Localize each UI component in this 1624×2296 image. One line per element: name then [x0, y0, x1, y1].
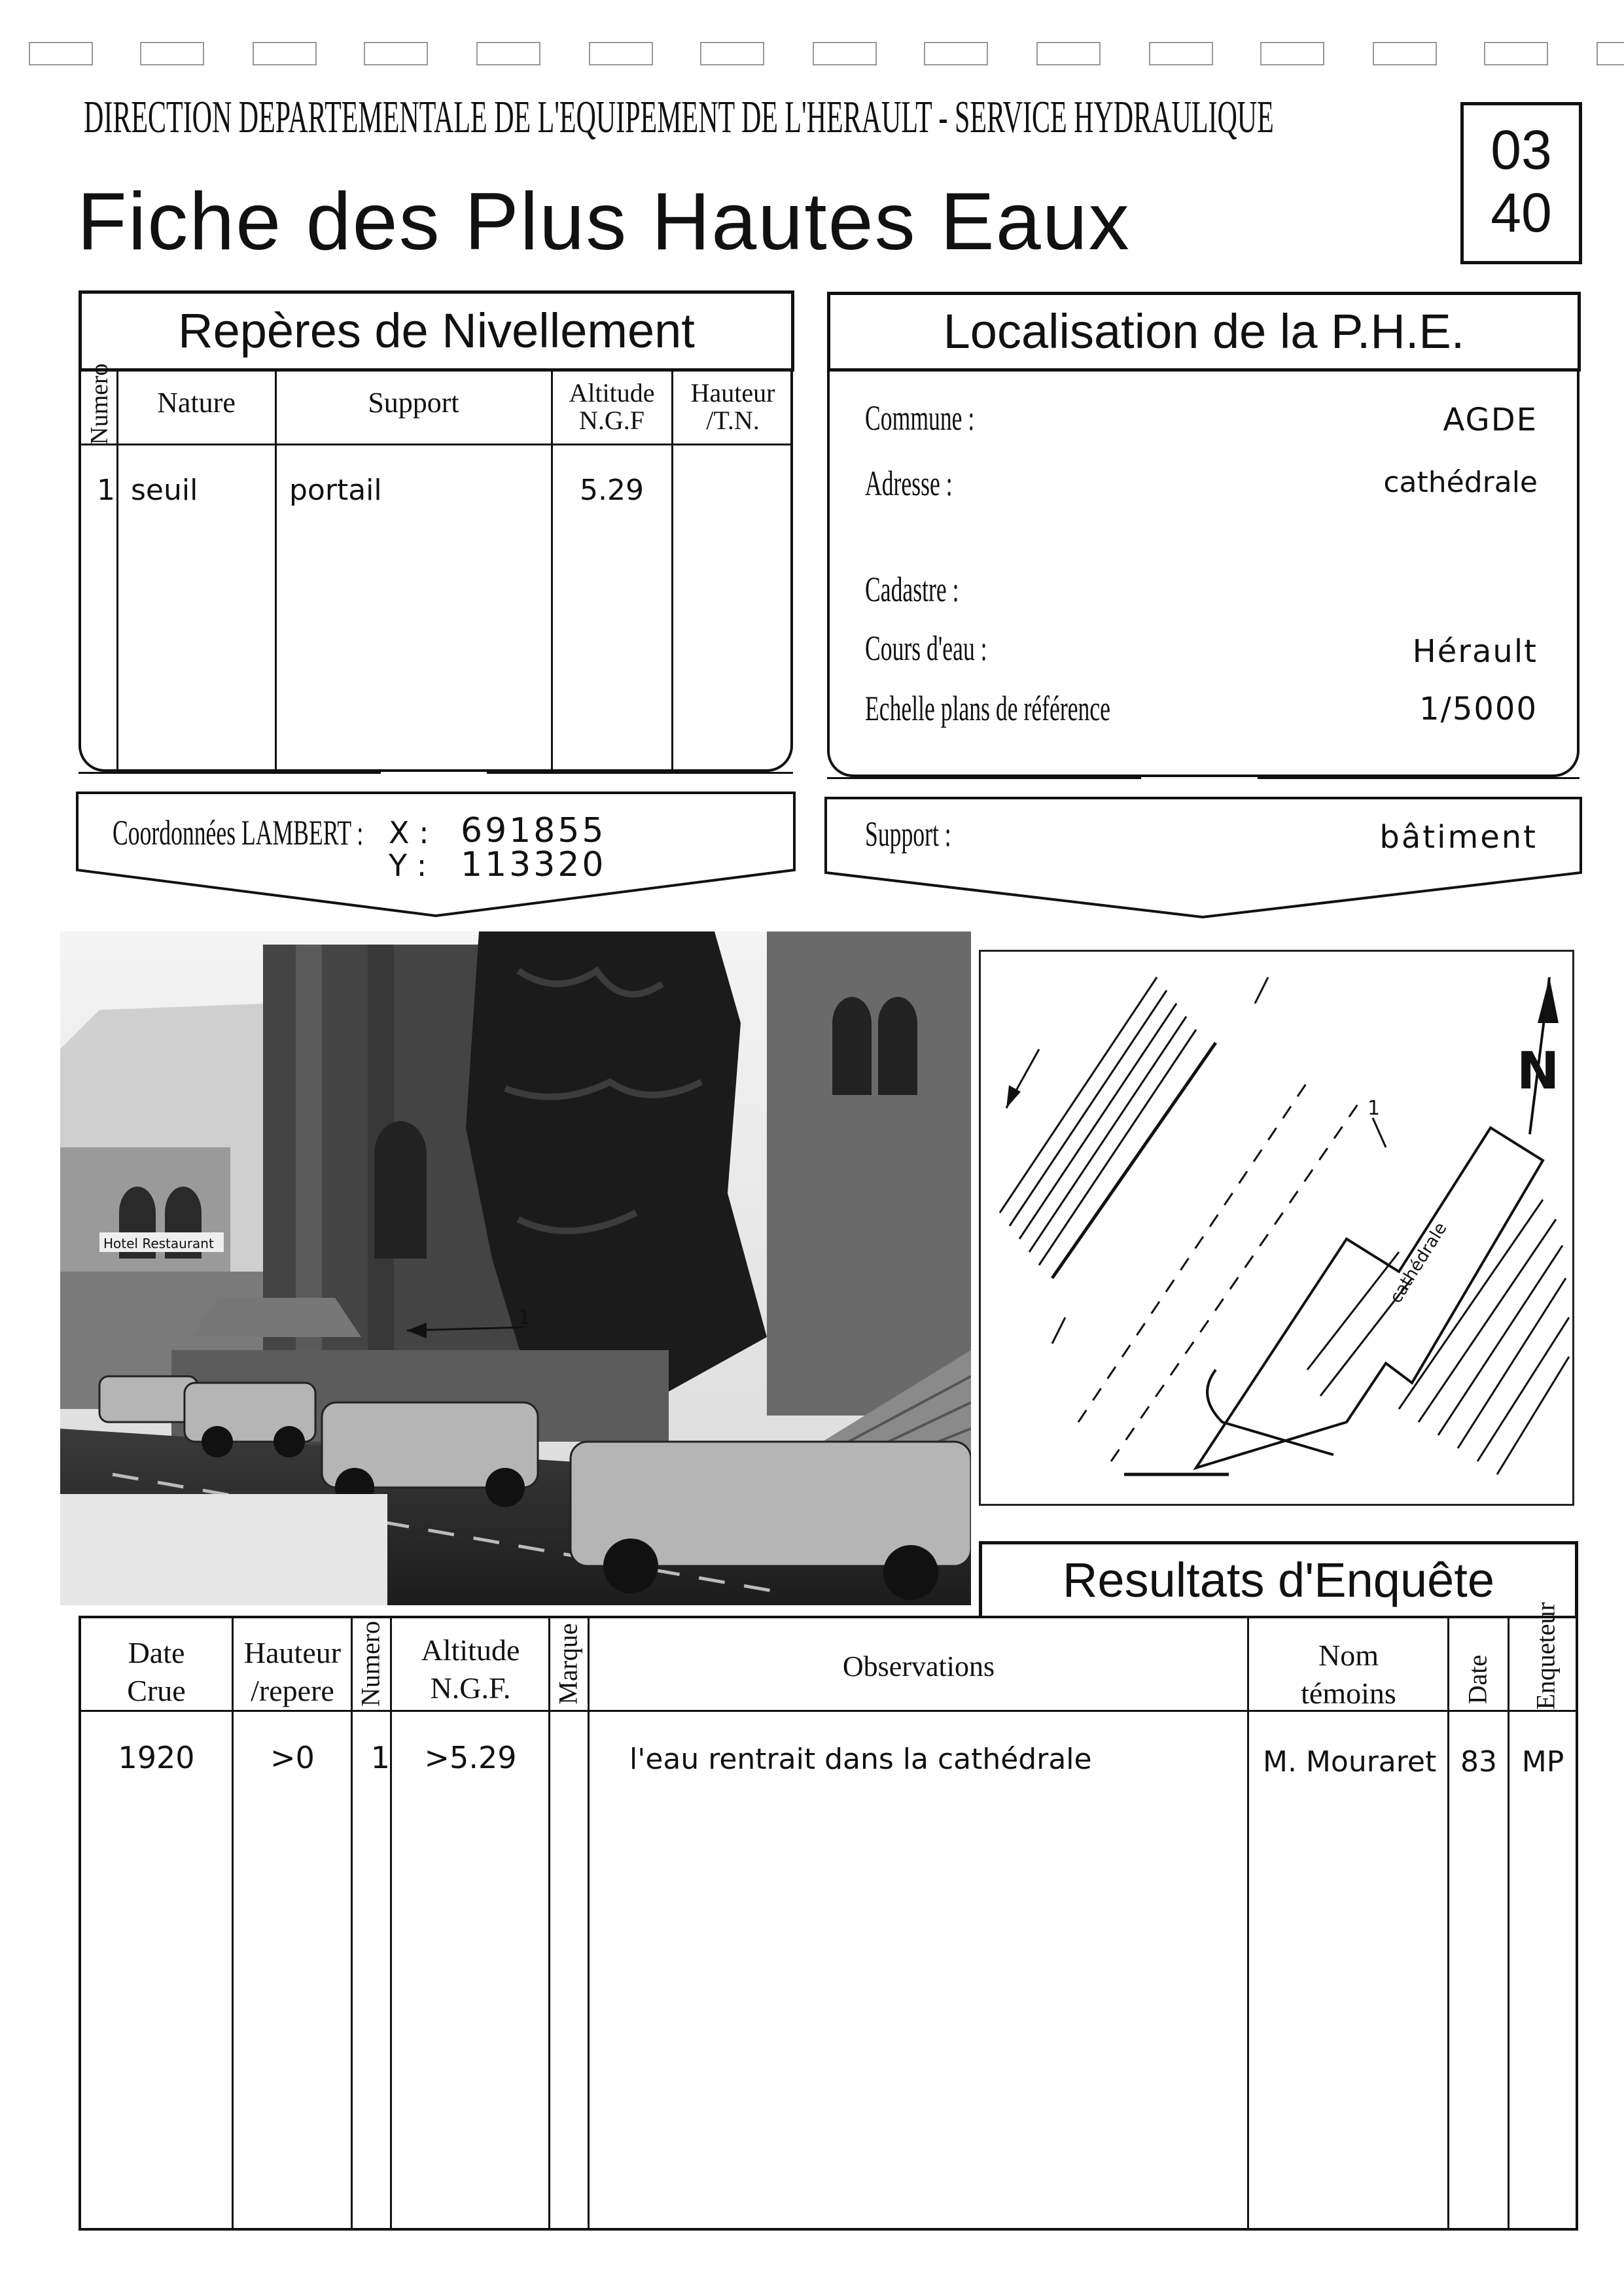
sheet-code-line2: 40	[1491, 182, 1552, 243]
echelle-value: 1/5000	[1419, 691, 1538, 727]
resultats-col-altitude-1: Altitude	[421, 1633, 520, 1667]
reperes-col-hauteur-2: /T.N.	[706, 406, 760, 435]
site-photograph	[60, 931, 971, 1605]
resultats-col-hauteur-2: /repere	[251, 1674, 334, 1707]
site-map	[980, 951, 1573, 1505]
support-value: bâtiment	[1379, 819, 1538, 856]
resultats-col-date-crue	[81, 1634, 232, 1710]
resultats-col-observations: Observations	[842, 1650, 995, 1682]
reperes-row-altitude: 5.29	[580, 474, 644, 507]
reperes-col-altitude-2: N.G.F	[578, 406, 645, 435]
adresse-label: Adresse :	[865, 464, 953, 503]
adresse-value: cathédrale	[1383, 466, 1538, 499]
map-marker-1: 1	[1368, 1097, 1381, 1120]
coords-arrow-box	[76, 791, 797, 920]
localisation-heading: Localisation de la P.H.E.	[943, 304, 1465, 358]
resultats-col-marque: Marque	[553, 1623, 583, 1705]
sheet-code-line1: 03	[1491, 119, 1552, 181]
reperes-row-numero: 1	[97, 474, 115, 507]
reperes-col-altitude-1: Altitude	[569, 378, 655, 408]
resultats-col-nom	[1250, 1637, 1447, 1713]
coords-label: Coordonnées LAMBERT :	[113, 813, 364, 852]
reperes-col-hauteur	[673, 379, 793, 434]
photo-hotel-sign: Hotel Restaurant	[103, 1236, 214, 1251]
reperes-heading: Repères de Nivellement	[178, 304, 695, 358]
resultats-row-nom: M. Mouraret	[1263, 1745, 1437, 1779]
cours-eau-label: Cours d'eau :	[865, 629, 987, 668]
reperes-col-numero: Numero	[86, 363, 113, 445]
resultats-col-hauteur-1: Hauteur	[243, 1636, 342, 1669]
resultats-heading-box	[979, 1541, 1578, 1617]
resultats-col-enqueteur: Enqueteur	[1530, 1602, 1561, 1710]
resultats-col-date-crue-1: Date	[128, 1636, 185, 1669]
echelle-label: Echelle plans de référence	[865, 689, 1110, 728]
resultats-row-altitude: >5.29	[424, 1740, 517, 1775]
resultats-row-numero: 1	[370, 1740, 390, 1775]
resultats-col-hauteur	[234, 1634, 351, 1710]
reperes-col-support: Support	[368, 387, 459, 419]
department-header: DIRECTION DEPARTEMENTALE DE L'EQUIPEMENT DE L'HERAULT - SERVICE HYDRAULIQUE	[84, 92, 1274, 143]
reperes-row-nature: seuil	[131, 474, 198, 507]
resultats-col-date: Date	[1462, 1654, 1492, 1705]
resultats-row-hauteur: >0	[270, 1740, 315, 1775]
localisation-heading-box	[827, 292, 1581, 372]
reperes-col-nature: Nature	[157, 387, 236, 419]
commune-label: Commune :	[865, 398, 975, 438]
reperes-col-altitude	[552, 379, 671, 434]
resultats-col-nom-2: témoins	[1301, 1677, 1396, 1710]
coords-y-value: 113320	[461, 845, 607, 884]
reperes-heading-box	[79, 290, 794, 372]
photo-marker-1: 1	[518, 1306, 531, 1329]
map-building-label: cathédrale	[1386, 1219, 1451, 1307]
resultats-heading: Resultats d'Enquête	[1062, 1553, 1494, 1607]
reperes-row-support: portail	[289, 474, 382, 507]
resultats-row-observations: l'eau rentrait dans la cathédrale	[629, 1743, 1092, 1776]
cours-eau-value: Hérault	[1412, 633, 1538, 670]
resultats-col-numero: Numero	[355, 1620, 385, 1707]
coords-y-label: Y :	[389, 848, 427, 883]
reperes-col-hauteur-1: Hauteur	[690, 378, 775, 408]
map-north-label: N	[1517, 1042, 1560, 1101]
resultats-row-enqueteur: MP	[1521, 1745, 1564, 1779]
resultats-row-date: 83	[1460, 1745, 1497, 1779]
resultats-col-altitude-2: N.G.F.	[430, 1671, 511, 1705]
commune-value: AGDE	[1443, 402, 1538, 438]
sheet-code-box	[1460, 102, 1582, 264]
resultats-col-date-crue-2: Crue	[127, 1674, 186, 1707]
resultats-row-date-crue: 1920	[118, 1740, 195, 1775]
coords-x-label: X :	[389, 815, 429, 850]
page-title: Fiche des Plus Hautes Eaux	[77, 177, 1131, 267]
resultats-col-nom-1: Nom	[1318, 1639, 1379, 1672]
support-label: Support :	[865, 814, 951, 854]
cadastre-label: Cadastre :	[865, 570, 959, 609]
coords-x-value: 691855	[461, 811, 607, 850]
resultats-col-altitude	[393, 1631, 548, 1707]
